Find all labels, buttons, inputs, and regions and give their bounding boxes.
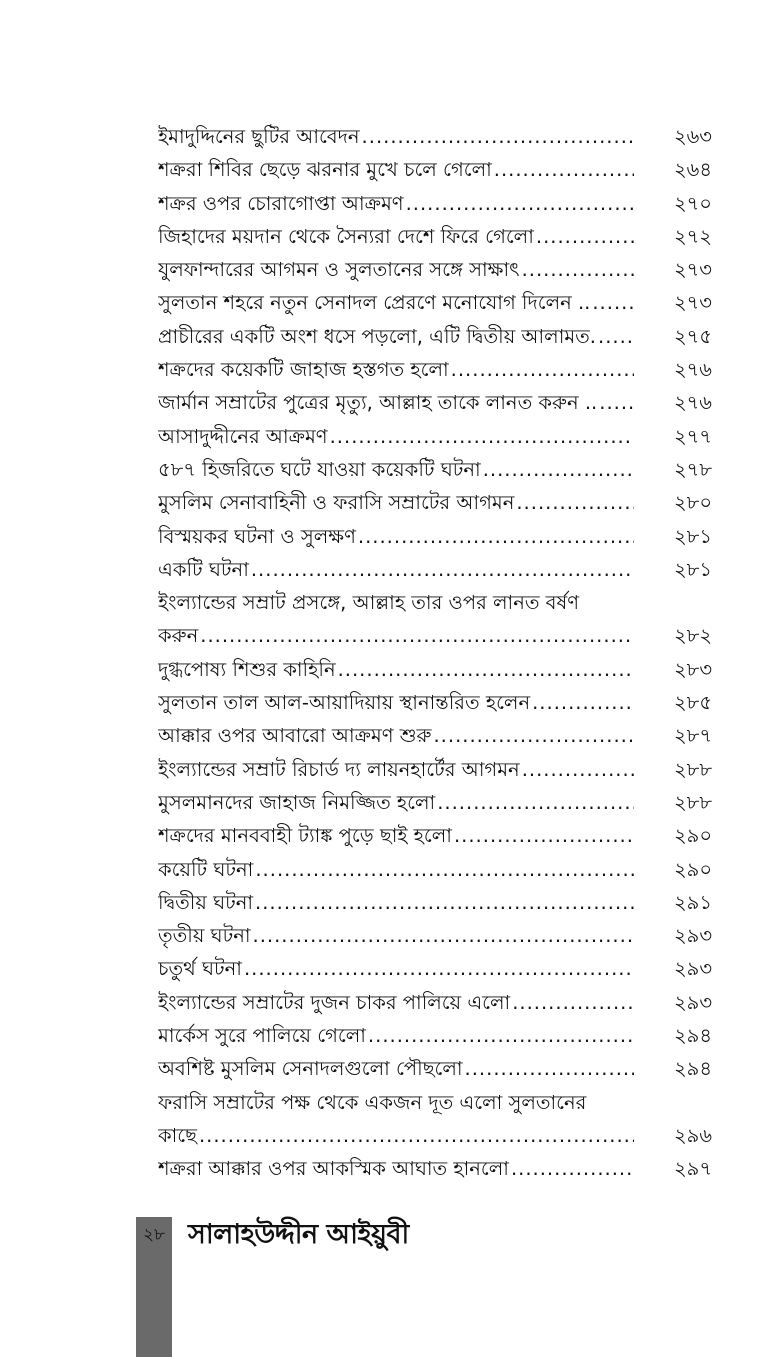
toc-entry-text: শক্ররা শিবির ছেড়ে ঝরনার মুখে চলে গেলো	[158, 158, 492, 182]
toc-entry-page: ২৭০	[673, 191, 712, 215]
dot-leader	[522, 253, 634, 286]
dot-leader	[433, 719, 634, 752]
toc-entry-page: ২৭৭	[673, 424, 712, 448]
dot-leader	[451, 353, 634, 386]
toc-entry	[158, 919, 718, 952]
toc-entry-title	[158, 653, 634, 686]
book-title: সালাহউদ্দীন আইয়ুবী	[188, 1219, 409, 1250]
toc-entry-title	[158, 320, 634, 353]
toc-entry-text: তৃতীয় ঘটনা	[158, 924, 251, 948]
toc-entry-title	[158, 853, 634, 886]
toc-entry-page: ২৭৮	[673, 457, 712, 481]
toc-entry-title	[158, 153, 634, 186]
toc-entry-text: দুগ্ধপোষ্য শিশুর কাহিনি	[158, 657, 336, 681]
dot-leader	[330, 420, 634, 453]
toc-entry-title	[158, 453, 634, 486]
toc-entry-text: জিহাদের ময়দান থেকে সৈন্যরা দেশে ফিরে গেলো	[158, 224, 534, 248]
toc-entry-text: প্রাচীরের একটি অংশ ধসে পড়লো, এটি দ্বিতীয় আলামত.	[158, 324, 597, 348]
table-of-contents	[158, 120, 718, 1186]
dot-leader	[592, 286, 634, 319]
toc-entry	[158, 686, 718, 719]
toc-entry-page: ২৭৬	[673, 391, 712, 415]
toc-entry	[158, 286, 718, 319]
toc-entry	[158, 952, 718, 985]
toc-entry-page: ২৯৪	[674, 1057, 712, 1081]
toc-entry-title	[158, 586, 634, 653]
toc-entry-text: শক্ররা আক্কার ওপর আকস্মিক আঘাত হানলো	[158, 1157, 509, 1181]
toc-entry-page: ২৮৮	[674, 790, 712, 814]
toc-entry-text: সুলতান তাল আল-আয়াদিয়ায় স্থানান্তরিত হলেন	[158, 691, 531, 715]
toc-entry	[158, 586, 718, 653]
dot-leader	[532, 686, 634, 719]
toc-entry-text: কাছে	[158, 1123, 197, 1147]
toc-entry	[158, 1086, 718, 1153]
dot-leader	[244, 952, 634, 985]
toc-entry-text: একটি ঘটনা	[158, 557, 249, 581]
toc-entry-text: শক্রদের কয়েকটি জাহাজ হস্তগত হলো	[158, 358, 449, 382]
toc-entry	[158, 753, 718, 786]
toc-entry-title	[158, 919, 634, 952]
toc-entry-title-line: ফরাসি সম্রাটের পক্ষ থেকে একজন দূত এলো সুলতানের	[158, 1090, 587, 1114]
toc-entry-page: ২৮১	[674, 557, 712, 581]
dot-leader	[516, 486, 634, 519]
toc-entry-title	[158, 753, 634, 786]
toc-entry-text: মুসলমানদের জাহাজ নিমজ্জিত হলো	[158, 790, 436, 814]
toc-entry-page: ২৮৫	[674, 691, 712, 715]
toc-entry-page: ২৬৪	[673, 158, 712, 182]
toc-entry-text: অবশিষ্ট মুসলিম সেনাদলগুলো পৌছলো	[158, 1057, 463, 1081]
toc-entry-text: চতুর্থ ঘটনা	[158, 957, 242, 981]
dot-leader	[454, 819, 634, 852]
toc-entry-page: ২৭৬	[673, 358, 712, 382]
toc-entry	[158, 719, 718, 752]
toc-entry	[158, 320, 718, 353]
toc-entry	[158, 420, 718, 453]
toc-entry-title	[158, 686, 634, 719]
toc-entry	[158, 886, 718, 919]
toc-entry-text: ইংল্যান্ডের সম্রাটের দুজন চাকর পালিয়ে এলো	[158, 990, 511, 1014]
dot-leader	[251, 553, 634, 586]
toc-entry-page: ২৮৩	[673, 657, 712, 681]
toc-entry-page: ২৯৬	[673, 1123, 712, 1147]
toc-entry	[158, 386, 718, 419]
toc-entry-text: আক্কার ওপর আবারো আক্রমণ শুরু	[158, 724, 432, 748]
toc-entry-title	[158, 719, 634, 752]
toc-entry-page: ২৯১	[674, 890, 712, 914]
toc-entry-text: বিস্ময়কর ঘটনা ও সুলক্ষণ	[158, 524, 356, 548]
dot-leader	[200, 619, 634, 652]
dot-leader	[598, 320, 634, 353]
dot-leader	[253, 919, 635, 952]
toc-entry-page: ২৯৭	[673, 1157, 712, 1181]
dot-leader	[511, 1152, 634, 1185]
toc-entry-title	[158, 253, 634, 286]
toc-entry-title	[158, 553, 634, 586]
dot-leader	[255, 853, 634, 886]
toc-entry-text: মার্কেস সুরে পালিয়ে গেলো	[158, 1024, 366, 1048]
toc-entry-text: সুলতান শহরে নতুন সেনাদল প্রেরণে মনোযোগ দিলেন ..	[158, 291, 591, 315]
dot-leader	[338, 653, 634, 686]
toc-entry-page: ২৮২	[673, 624, 712, 648]
dot-leader	[599, 386, 634, 419]
toc-entry-text: ইংল্যান্ডের সম্রাট রিচার্ড দ্য লায়নহার্টের আগমন	[158, 757, 520, 781]
toc-entry	[158, 353, 718, 386]
toc-entry-page: ২৮৮	[674, 757, 712, 781]
toc-entry-page: ২৮১	[674, 524, 712, 548]
toc-entry	[158, 520, 718, 553]
toc-entry	[158, 187, 718, 220]
toc-entry-text: শক্রর ওপর চোরাগোপ্তা আক্রমণ	[158, 191, 404, 215]
toc-entry	[158, 453, 718, 486]
toc-entry-title	[158, 286, 634, 319]
dot-leader	[483, 453, 634, 486]
toc-entry	[158, 486, 718, 519]
page-footer	[136, 1217, 736, 1357]
dot-leader	[465, 1052, 634, 1085]
toc-entry-page: ২৬৩	[673, 125, 712, 148]
toc-entry	[158, 253, 718, 286]
toc-entry-title	[158, 353, 634, 386]
toc-entry-title	[158, 886, 634, 919]
dot-leader	[494, 153, 634, 186]
toc-entry	[158, 153, 718, 186]
toc-entry	[158, 1152, 718, 1185]
dot-leader	[255, 886, 634, 919]
toc-entry-title	[158, 420, 634, 453]
toc-entry-title	[158, 220, 634, 253]
toc-entry-title	[158, 1086, 634, 1153]
toc-entry-title	[158, 786, 634, 819]
dot-leader	[522, 753, 634, 786]
toc-entry-text: শক্রদের মানববাহী ট্যাঙ্ক পুড়ে ছাই হলো	[158, 824, 452, 848]
toc-entry	[158, 1052, 718, 1085]
toc-entry	[158, 819, 718, 852]
toc-entry-title	[158, 1152, 634, 1185]
toc-entry-title	[158, 386, 634, 419]
toc-entry-title	[158, 120, 634, 153]
dot-leader	[358, 520, 634, 553]
toc-entry-title	[158, 486, 634, 519]
dot-leader	[406, 187, 634, 220]
dot-leader	[368, 1019, 634, 1052]
toc-entry-title	[158, 819, 634, 852]
toc-entry-title	[158, 1019, 634, 1052]
toc-entry-text: করুন	[158, 624, 199, 648]
toc-entry	[158, 986, 718, 1019]
toc-entry-title	[158, 986, 634, 1019]
toc-entry-title	[158, 187, 634, 220]
toc-entry-page: ২৮০	[673, 491, 712, 515]
toc-entry-page: ২৯৪	[674, 1024, 712, 1048]
toc-entry-text: কয়েটি ঘটনা	[158, 857, 254, 881]
toc-entry-text: মুসলিম সেনাবাহিনী ও ফরাসি সম্রাটের আগমন	[158, 491, 515, 515]
dot-leader	[437, 786, 634, 819]
toc-entry-title-line: ইংল্যান্ডের সম্রাট প্রসঙ্গে, আল্লাহ তার ওপর লানত বর্ষণ	[158, 591, 580, 615]
toc-entry-text: যুলফান্দারের আগমন ও সুলতানের সঙ্গে সাক্ষাৎ	[158, 258, 520, 282]
toc-entry	[158, 853, 718, 886]
dot-leader	[362, 120, 634, 153]
page-number: ২৮	[142, 1225, 166, 1245]
toc-entry-text: দ্বিতীয় ঘটনা	[158, 890, 254, 914]
toc-entry-title	[158, 520, 634, 553]
toc-entry-page: ২৮৭	[673, 724, 712, 748]
toc-entry-page: ২৯৩	[673, 990, 712, 1014]
toc-entry-page: ২৯৩	[673, 924, 712, 948]
dot-leader	[536, 220, 634, 253]
toc-entry-text: আসাদুদ্দীনের আক্রমণ	[158, 424, 328, 448]
toc-entry-page: ২৭৫	[673, 324, 712, 348]
toc-entry-text: জার্মান সম্রাটের পুত্রের মৃত্যু, আল্লাহ তাকে লানত করুন ..	[158, 391, 598, 415]
toc-entry	[158, 1019, 718, 1052]
toc-entry-title	[158, 1052, 634, 1085]
toc-entry-page: ২৭৩	[673, 258, 712, 282]
toc-entry-page: ২৯৩	[673, 957, 712, 981]
toc-entry	[158, 653, 718, 686]
toc-entry-page: ২৭৩	[673, 291, 712, 315]
toc-entry	[158, 553, 718, 586]
toc-entry	[158, 220, 718, 253]
toc-entry-page: ২৭২	[673, 224, 712, 248]
toc-entry	[158, 120, 718, 153]
toc-entry	[158, 786, 718, 819]
dot-leader	[199, 1119, 634, 1152]
toc-entry-text: ৫৮৭ হিজরিতে ঘটে যাওয়া কয়েকটি ঘটনা	[158, 457, 481, 481]
toc-entry-page: ২৯০	[673, 824, 712, 848]
toc-entry-page: ২৯০	[673, 857, 712, 881]
dot-leader	[512, 986, 634, 1019]
toc-entry-text: ইমাদুদ্দিনের ছুটির আবেদন	[158, 125, 360, 148]
toc-entry-title	[158, 952, 634, 985]
